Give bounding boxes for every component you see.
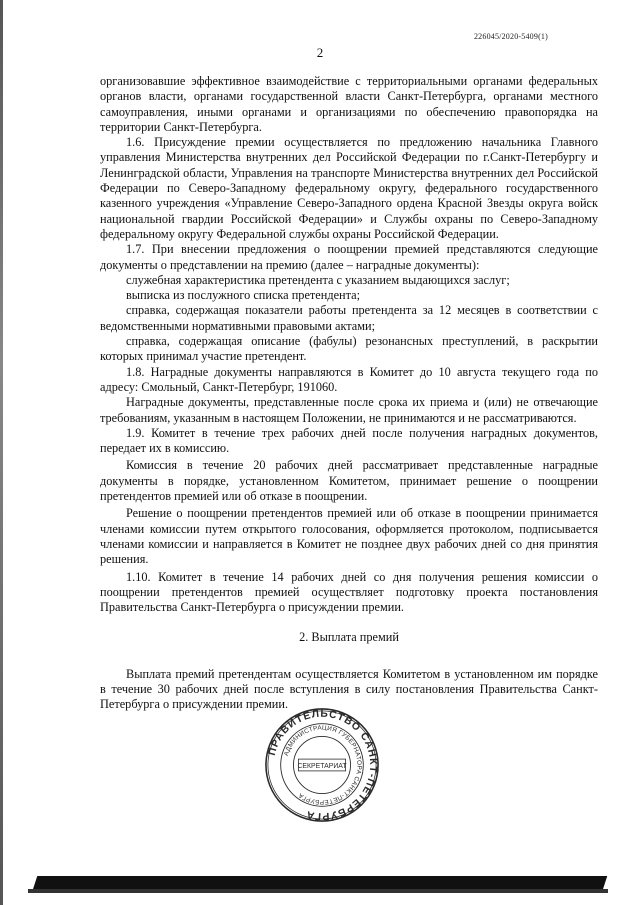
- paragraph: 1.6. Присуждение премии осуществляется по предложению начальника Главного управления Министерства внутренних дел Российской Федерации по г.Санкт-Петербургу и Ленинградской области, Управления на транспорте Министерства внутренних дел Российской Федерации по Северо-Западному федеральному округу, федерального государственного казенного учреждения «Управление Северо-Западного ордена Красной Звезды округа войск национальной гвардии Российской Федерации» и Службы охраны по Северо-Западному федеральному округу Федеральной службы охраны Российской Федерации.: [100, 135, 598, 241]
- list-item: выписка из послужного списка претендента;: [126, 288, 361, 303]
- list-item: справка, содержащая описание (фабулы) резонансных преступлений, в раскрытии которых принимал участие претендент.: [100, 334, 598, 364]
- paragraph: 1.10. Комитет в течение 14 рабочих дней со дня получения решения комиссии о поощрении претендентов премией осуществляет подготовку проекта постановления Правительства Санкт-Петербурга о присуждении премии.: [100, 569, 598, 615]
- paragraph: Наградные документы, представленные после срока их приема и (или) не отвечающие требованиям, указанным в настоящем Положении, не принимаются и не рассматриваются.: [100, 395, 598, 425]
- paragraph: Выплата премий претендентам осуществляется Комитетом в установленном им порядке в течение 30 рабочих дней после вступления в силу постановления Правительства Санкт-Петербурга о присуждении премии.: [100, 666, 598, 712]
- paragraph: Комиссия в течение 20 рабочих дней рассматривает представленные наградные документы в порядке, установленном Комитетом, принимает решение о поощрении претендентов премией или об отказе в поощрении.: [100, 458, 598, 504]
- paragraph: Решение о поощрении претендентов премией или об отказе в поощрении принимается членами комиссии путем открытого голосования, оформляется протоколом, подписывается членами комиссии и направляется в Комитет не позднее двух рабочих дней со дня принятия решения.: [100, 506, 598, 567]
- scan-edge: [0, 0, 3, 905]
- paragraph: 1.7. При внесении предложения о поощрении премией представляются следующие документы о представлении на премию (далее – наградные документы):: [100, 242, 598, 272]
- paragraph: 1.9. Комитет в течение трех рабочих дней после получения наградных документов, передает их в комиссию.: [100, 425, 598, 456]
- list-item: справка, содержащая показатели работы претендента за 12 месяцев в соответствии с ведомственными нормативными правовыми актами;: [100, 303, 598, 333]
- scan-bottom-bar: [33, 876, 608, 890]
- document-id: 226045/2020-5409(1): [473, 32, 548, 41]
- stamp-center-text: СЕКРЕТАРИАТ: [297, 762, 347, 770]
- list-item: служебная характеристика претендента с указанием выдающихся заслуг;: [126, 272, 510, 287]
- stamp-outer-text: ПРАВИТЕЛЬСТВО САНКТ-ПЕТЕРБУРГА: [266, 708, 379, 822]
- paragraph: 1.8. Наградные документы направляются в Комитет до 10 августа текущего года по адресу: Смольный, Санкт-Петербург, 191060.: [100, 364, 598, 394]
- scan-bottom-line: [28, 889, 608, 893]
- page-number: 2: [316, 45, 324, 60]
- stamp-inner-text: АДМИНИСТРАЦИЯ ГУБЕРНАТОРА САНКТ-ПЕТЕРБУРГА: [282, 724, 363, 806]
- document-body: [100, 74, 598, 713]
- official-stamp: [263, 706, 381, 824]
- section-title: 2. Выплата премий: [299, 630, 399, 645]
- paragraph: организовавшие эффективное взаимодействие с территориальными органами федеральных органов власти, органами государственной власти Санкт-Петербурга, органами местного самоуправления, иными органами и организациями по обеспечению правопорядка на территории Санкт-Петербурга.: [100, 74, 598, 134]
